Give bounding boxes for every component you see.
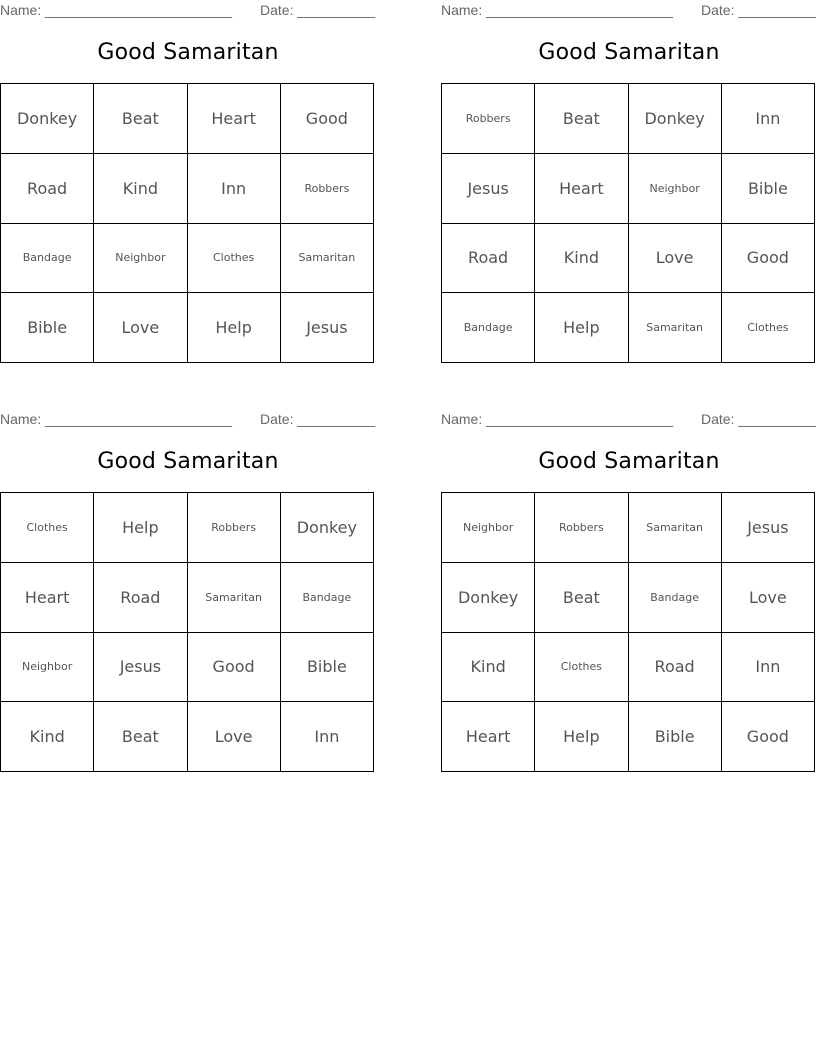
name-field[interactable]: Name: ________________________ bbox=[441, 2, 673, 18]
bingo-cell[interactable]: Jesus bbox=[281, 293, 374, 363]
bingo-cell[interactable]: Robbers bbox=[281, 154, 374, 224]
bingo-cell[interactable]: Beat bbox=[535, 84, 628, 154]
bingo-cell[interactable]: Jesus bbox=[94, 633, 187, 703]
bingo-cell[interactable]: Road bbox=[629, 633, 722, 703]
bingo-cell[interactable]: Good bbox=[722, 224, 815, 294]
bingo-cell[interactable]: Samaritan bbox=[629, 293, 722, 363]
bingo-cell[interactable]: Robbers bbox=[188, 493, 281, 563]
name-field[interactable]: Name: ________________________ bbox=[0, 411, 232, 427]
bingo-cell[interactable]: Bible bbox=[629, 702, 722, 772]
bingo-cell[interactable]: Heart bbox=[188, 84, 281, 154]
name-date-row bbox=[0, 409, 376, 429]
bingo-grid bbox=[441, 83, 815, 363]
bingo-cell[interactable]: Robbers bbox=[535, 493, 628, 563]
bingo-cell[interactable]: Heart bbox=[1, 563, 94, 633]
card-title: Good Samaritan bbox=[538, 40, 720, 65]
date-field[interactable]: Date: __________ bbox=[260, 2, 376, 18]
bingo-cell[interactable]: Inn bbox=[188, 154, 281, 224]
bingo-cell[interactable]: Heart bbox=[535, 154, 628, 224]
bingo-cell[interactable]: Bandage bbox=[629, 563, 722, 633]
bingo-cell[interactable]: Jesus bbox=[442, 154, 535, 224]
bingo-cell[interactable]: Beat bbox=[94, 84, 187, 154]
bingo-cell[interactable]: Good bbox=[281, 84, 374, 154]
bingo-cell[interactable]: Robbers bbox=[442, 84, 535, 154]
bingo-cell[interactable]: Road bbox=[442, 224, 535, 294]
bingo-cell[interactable]: Donkey bbox=[281, 493, 374, 563]
date-field[interactable]: Date: __________ bbox=[260, 411, 376, 427]
bingo-cell[interactable]: Donkey bbox=[629, 84, 722, 154]
bingo-cell[interactable]: Donkey bbox=[1, 84, 94, 154]
bingo-cell[interactable]: Samaritan bbox=[188, 563, 281, 633]
bingo-cell[interactable]: Bandage bbox=[1, 224, 94, 294]
name-date-row bbox=[0, 0, 376, 20]
bingo-cell[interactable]: Clothes bbox=[188, 224, 281, 294]
bingo-cell[interactable]: Jesus bbox=[722, 493, 815, 563]
bingo-cell[interactable]: Love bbox=[722, 563, 815, 633]
bingo-cell[interactable]: Kind bbox=[442, 633, 535, 703]
bingo-cell[interactable]: Clothes bbox=[1, 493, 94, 563]
bingo-cell[interactable]: Heart bbox=[442, 702, 535, 772]
bingo-cell[interactable]: Bandage bbox=[442, 293, 535, 363]
bingo-cell[interactable]: Road bbox=[1, 154, 94, 224]
bingo-cell[interactable]: Love bbox=[629, 224, 722, 294]
bingo-cell[interactable]: Help bbox=[535, 293, 628, 363]
bingo-cell[interactable]: Good bbox=[188, 633, 281, 703]
bingo-grid bbox=[0, 492, 374, 772]
name-date-row bbox=[441, 409, 816, 429]
bingo-cell[interactable]: Inn bbox=[722, 633, 815, 703]
bingo-cell[interactable]: Beat bbox=[535, 563, 628, 633]
bingo-cell[interactable]: Neighbor bbox=[442, 493, 535, 563]
bingo-cell[interactable]: Kind bbox=[94, 154, 187, 224]
bingo-cell[interactable]: Bible bbox=[1, 293, 94, 363]
bingo-cell[interactable]: Inn bbox=[722, 84, 815, 154]
bingo-cell[interactable]: Samaritan bbox=[281, 224, 374, 294]
bingo-cell[interactable]: Beat bbox=[94, 702, 187, 772]
bingo-cell[interactable]: Clothes bbox=[535, 633, 628, 703]
card-title: Good Samaritan bbox=[97, 449, 279, 474]
date-field[interactable]: Date: __________ bbox=[701, 411, 816, 427]
card-title: Good Samaritan bbox=[538, 449, 720, 474]
bingo-cell[interactable]: Samaritan bbox=[629, 493, 722, 563]
bingo-cell[interactable]: Bible bbox=[281, 633, 374, 703]
name-field[interactable]: Name: ________________________ bbox=[0, 2, 232, 18]
bingo-grid bbox=[0, 83, 374, 363]
name-date-row bbox=[441, 0, 816, 20]
bingo-cell[interactable]: Kind bbox=[535, 224, 628, 294]
bingo-cell[interactable]: Clothes bbox=[722, 293, 815, 363]
bingo-cell[interactable]: Donkey bbox=[442, 563, 535, 633]
bingo-cell[interactable]: Help bbox=[535, 702, 628, 772]
bingo-cell[interactable]: Help bbox=[188, 293, 281, 363]
bingo-cell[interactable]: Good bbox=[722, 702, 815, 772]
bingo-cell[interactable]: Bible bbox=[722, 154, 815, 224]
bingo-cell[interactable]: Help bbox=[94, 493, 187, 563]
bingo-cell[interactable]: Inn bbox=[281, 702, 374, 772]
bingo-cell[interactable]: Neighbor bbox=[94, 224, 187, 294]
bingo-cell[interactable]: Love bbox=[188, 702, 281, 772]
bingo-cell[interactable]: Neighbor bbox=[1, 633, 94, 703]
bingo-cell[interactable]: Kind bbox=[1, 702, 94, 772]
date-field[interactable]: Date: __________ bbox=[701, 2, 816, 18]
bingo-cell[interactable]: Neighbor bbox=[629, 154, 722, 224]
bingo-grid bbox=[441, 492, 815, 772]
bingo-cell[interactable]: Road bbox=[94, 563, 187, 633]
bingo-cell[interactable]: Bandage bbox=[281, 563, 374, 633]
card-title: Good Samaritan bbox=[97, 40, 279, 65]
name-field[interactable]: Name: ________________________ bbox=[441, 411, 673, 427]
bingo-cell[interactable]: Love bbox=[94, 293, 187, 363]
